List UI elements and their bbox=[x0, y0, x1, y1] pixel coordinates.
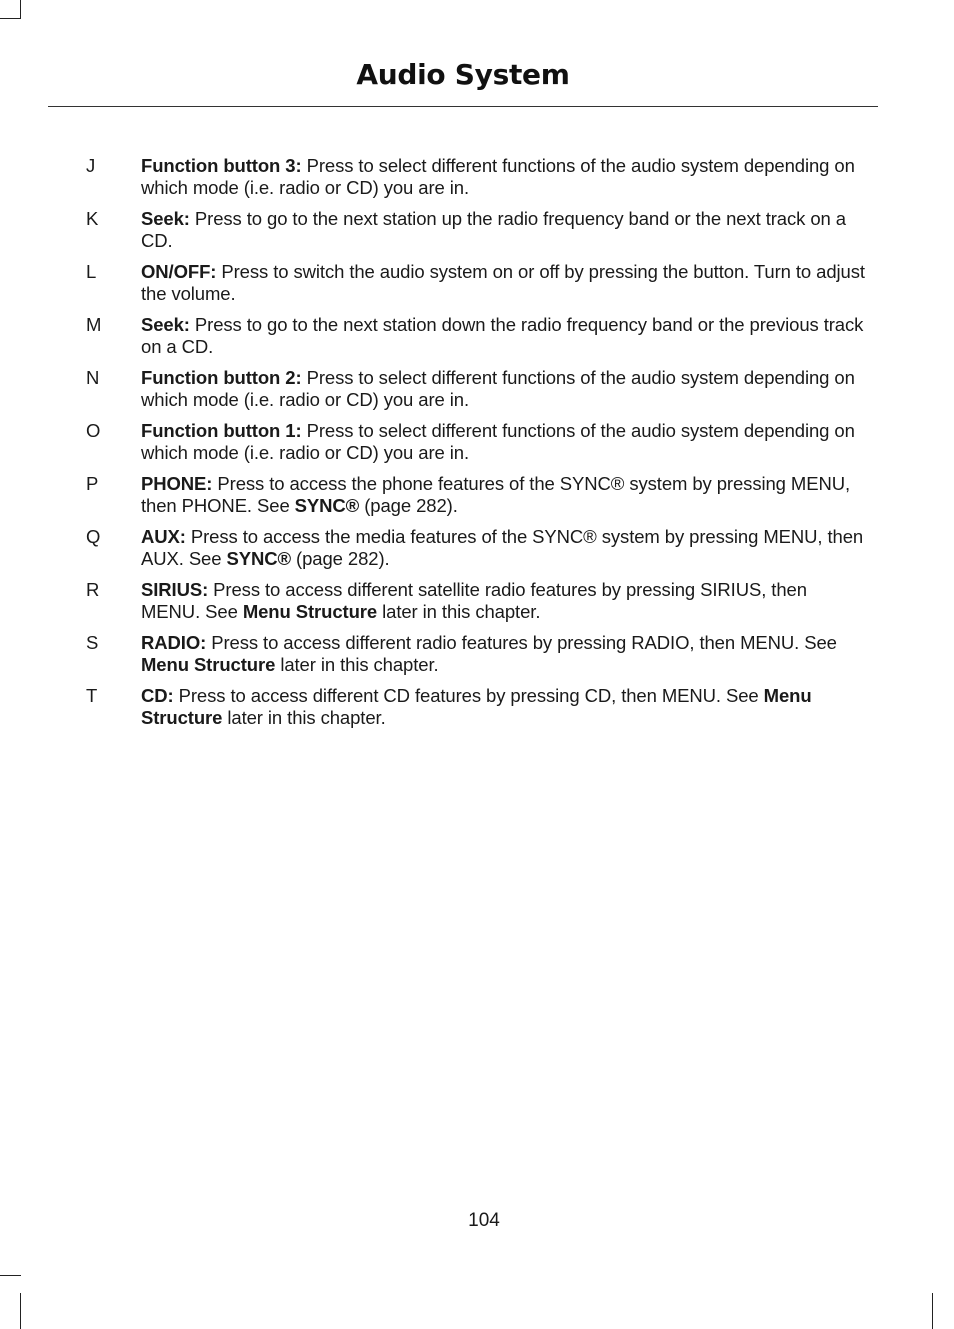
callout-term: ON/OFF: bbox=[141, 261, 217, 282]
callout-text-after: (page 282). bbox=[359, 494, 458, 516]
callout-term: Seek: bbox=[141, 314, 190, 335]
callout-letter: M bbox=[86, 314, 102, 335]
list-item-m bbox=[70, 314, 870, 357]
callout-letter: O bbox=[86, 420, 101, 441]
cross-reference-link[interactable]: SYNC® bbox=[226, 547, 292, 569]
callout-text: Press to access different CD features by pressing CD, then MENU. See bbox=[173, 685, 764, 706]
crop-mark-top-left-vertical bbox=[20, 0, 21, 18]
callout-term: RADIO: bbox=[141, 632, 207, 653]
callout-text: Press to access the phone features of the SYNC® system by pressing MENU, then PHONE. See bbox=[141, 473, 851, 516]
callout-term: Function button 3: bbox=[141, 155, 302, 176]
callout-text: Press to switch the audio system on or off by pressing the button. Turn to adjust the volume. bbox=[141, 261, 865, 304]
callout-term: SIRIUS: bbox=[141, 579, 209, 600]
callout-description bbox=[141, 473, 870, 516]
callout-text-after: later in this chapter. bbox=[222, 706, 386, 728]
callout-description bbox=[141, 526, 870, 569]
list-item-l bbox=[70, 261, 870, 304]
cross-reference-link[interactable]: Menu Structure bbox=[141, 653, 276, 675]
list-item-p bbox=[70, 473, 870, 516]
cross-reference-link[interactable]: Menu Structure bbox=[242, 600, 378, 622]
list-item-q bbox=[70, 526, 870, 569]
callout-description bbox=[141, 261, 870, 304]
callout-text: Press to access different satellite radio features by pressing SIRIUS, then MENU. See bbox=[141, 579, 807, 622]
callout-letter: K bbox=[86, 208, 99, 229]
callout-description bbox=[141, 420, 870, 463]
callout-text: Press to go to the next station up the radio frequency band or the next track on a CD. bbox=[141, 208, 846, 251]
list-item-j bbox=[70, 155, 870, 198]
callout-text: Press to select different functions of the audio system depending on which mode (i.e. radio or CD) you are in. bbox=[141, 155, 855, 198]
callout-term: AUX: bbox=[141, 526, 186, 547]
callout-letter: N bbox=[86, 367, 100, 388]
callout-letter: R bbox=[86, 579, 100, 600]
callout-description bbox=[141, 208, 870, 251]
callout-description bbox=[141, 685, 870, 728]
callout-text: Press to access different radio features by pressing RADIO, then MENU. See bbox=[206, 632, 837, 653]
callout-term: Seek: bbox=[141, 208, 190, 229]
callout-description bbox=[141, 155, 870, 198]
callout-letter: S bbox=[86, 632, 99, 653]
callout-term: CD: bbox=[141, 685, 174, 706]
callout-description bbox=[141, 367, 870, 410]
list-item-s bbox=[70, 632, 870, 675]
callout-term: Function button 1: bbox=[141, 420, 302, 441]
callout-term: Function button 2: bbox=[141, 367, 302, 388]
callout-letter: L bbox=[86, 261, 97, 282]
callout-text-after: (page 282). bbox=[291, 547, 390, 569]
callout-text: Press to select different functions of the audio system depending on which mode (i.e. radio or CD) you are in. bbox=[141, 367, 855, 410]
list-item-n bbox=[70, 367, 870, 410]
callout-letter: J bbox=[86, 155, 96, 176]
callout-letter: P bbox=[86, 473, 99, 494]
crop-mark-bottom-right-vertical bbox=[932, 1293, 933, 1329]
callout-description bbox=[141, 632, 870, 675]
cross-reference-link[interactable]: SYNC® bbox=[294, 494, 360, 516]
callout-letter: T bbox=[86, 685, 98, 706]
callout-text-after: later in this chapter. bbox=[377, 600, 541, 622]
crop-mark-bottom-left-vertical bbox=[20, 1293, 21, 1329]
callout-text: Press to access the media features of the SYNC® system by pressing MENU, then AUX. See bbox=[141, 526, 864, 569]
callout-text-after: later in this chapter. bbox=[275, 653, 439, 675]
callout-text: Press to select different functions of the audio system depending on which mode (i.e. radio or CD) you are in. bbox=[141, 420, 855, 463]
list-item-k bbox=[70, 208, 870, 251]
cross-reference-link[interactable]: Menu Structure bbox=[141, 685, 812, 728]
list-item-r bbox=[70, 579, 870, 622]
page-number: 104 bbox=[468, 1210, 500, 1231]
callout-description bbox=[141, 579, 870, 622]
callout-text: Press to go to the next station down the radio frequency band or the previous track on a CD. bbox=[141, 314, 864, 357]
callout-letter: Q bbox=[86, 526, 101, 547]
callout-description bbox=[141, 314, 870, 357]
callout-list bbox=[70, 155, 870, 738]
callout-term: PHONE: bbox=[141, 473, 213, 494]
page-title: Audio System bbox=[356, 58, 570, 91]
crop-mark-bottom-left-horizontal bbox=[0, 1275, 21, 1276]
crop-mark-top-left-horizontal bbox=[0, 18, 21, 19]
list-item-o bbox=[70, 420, 870, 463]
title-divider bbox=[48, 106, 878, 107]
list-item-t bbox=[70, 685, 870, 728]
